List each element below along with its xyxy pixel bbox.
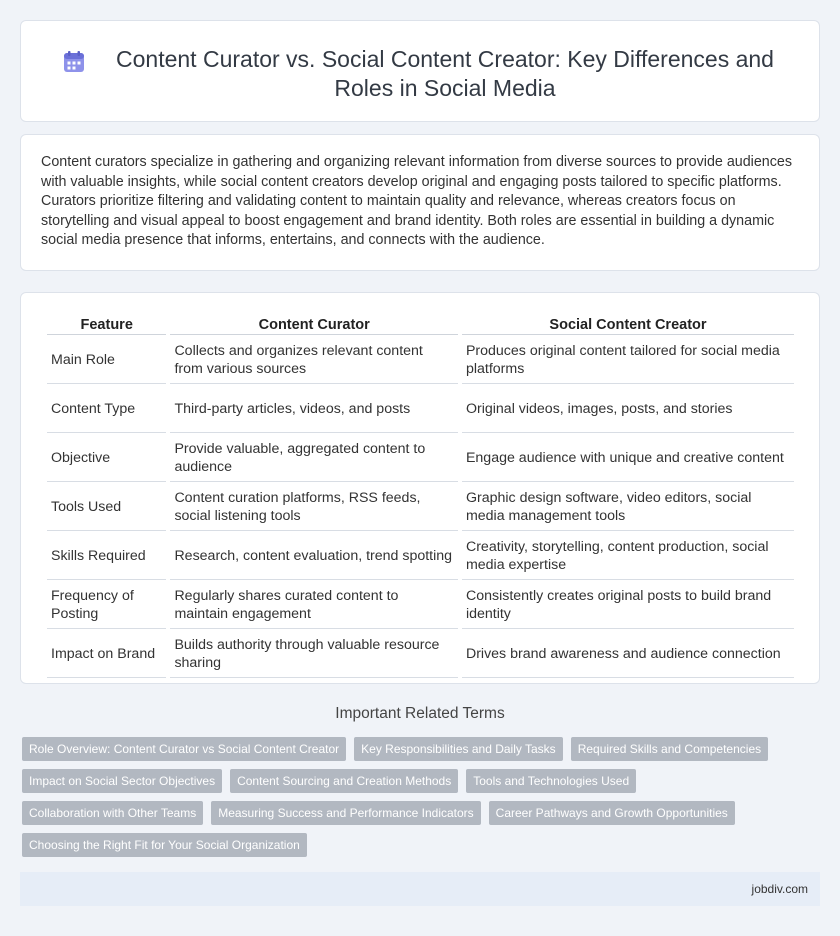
feature-cell: Frequency of Posting	[47, 580, 166, 629]
curator-cell: Research, content evaluation, trend spotting	[170, 531, 458, 580]
related-term-tag[interactable]: Choosing the Right Fit for Your Social Organization	[22, 833, 307, 857]
curator-cell: Third-party articles, videos, and posts	[170, 384, 458, 433]
table-row	[47, 384, 794, 433]
curator-cell: Regularly shares curated content to maintain engagement	[170, 580, 458, 629]
feature-cell: Objective	[47, 433, 166, 482]
related-term-tag[interactable]: Collaboration with Other Teams	[22, 801, 203, 825]
curator-cell: Content curation platforms, RSS feeds, social listening tools	[170, 482, 458, 531]
footer-site-link[interactable]: jobdiv.com	[751, 882, 808, 896]
table-row	[47, 433, 794, 482]
related-term-tag[interactable]: Career Pathways and Growth Opportunities	[489, 801, 735, 825]
related-term-tag[interactable]: Role Overview: Content Curator vs Social Content Creator	[22, 737, 346, 761]
comparison-table	[43, 309, 798, 678]
creator-cell: Consistently creates original posts to build brand identity	[462, 580, 794, 629]
related-terms-list	[22, 737, 802, 857]
curator-cell: Collects and organizes relevant content from various sources	[170, 335, 458, 384]
creator-cell: Drives brand awareness and audience connection	[462, 629, 794, 678]
creator-cell: Engage audience with unique and creative content	[462, 433, 794, 482]
table-header-row	[47, 309, 794, 335]
footer	[20, 872, 820, 906]
column-header-feature: Feature	[47, 309, 166, 335]
comparison-table-card	[20, 292, 820, 684]
creator-cell: Produces original content tailored for social media platforms	[462, 335, 794, 384]
feature-cell: Skills Required	[47, 531, 166, 580]
page-title: Content Curator vs. Social Content Creator: Key Differences and Roles in Social Media	[116, 46, 774, 101]
feature-cell: Main Role	[47, 335, 166, 384]
column-header-content-curator: Content Curator	[170, 309, 458, 335]
related-term-tag[interactable]: Content Sourcing and Creation Methods	[230, 769, 458, 793]
table-row	[47, 531, 794, 580]
related-terms-heading: Important Related Terms	[335, 705, 505, 722]
creator-cell: Graphic design software, video editors, social media management tools	[462, 482, 794, 531]
related-term-tag[interactable]: Key Responsibilities and Daily Tasks	[354, 737, 563, 761]
table-row	[47, 482, 794, 531]
feature-cell: Impact on Brand	[47, 629, 166, 678]
related-term-tag[interactable]: Required Skills and Competencies	[571, 737, 768, 761]
table-row	[47, 629, 794, 678]
table-row	[47, 335, 794, 384]
title-card	[20, 20, 820, 122]
column-header-social-content-creator: Social Content Creator	[462, 309, 794, 335]
feature-cell: Tools Used	[47, 482, 166, 531]
intro-card	[20, 134, 820, 271]
related-term-tag[interactable]: Measuring Success and Performance Indicators	[211, 801, 480, 825]
feature-cell: Content Type	[47, 384, 166, 433]
creator-cell: Creativity, storytelling, content production, social media expertise	[462, 531, 794, 580]
related-term-tag[interactable]: Tools and Technologies Used	[466, 769, 636, 793]
table-row	[47, 580, 794, 629]
curator-cell: Provide valuable, aggregated content to audience	[170, 433, 458, 482]
curator-cell: Builds authority through valuable resource sharing	[170, 629, 458, 678]
related-term-tag[interactable]: Impact on Social Sector Objectives	[22, 769, 222, 793]
intro-paragraph: Content curators specialize in gathering and organizing relevant information from diverse sources to provide audiences with valuable insights, while social content creators develop original and engaging posts tailored to specific platforms. Curators prioritize filtering and validating content to maintain quality and relevance, whereas creators focus on storytelling and visual appeal to boost engagement and brand identity. Both roles are essential in building a dynamic social media presence that informs, entertains, and connects with the audience.	[41, 154, 792, 248]
creator-cell: Original videos, images, posts, and stories	[462, 384, 794, 433]
